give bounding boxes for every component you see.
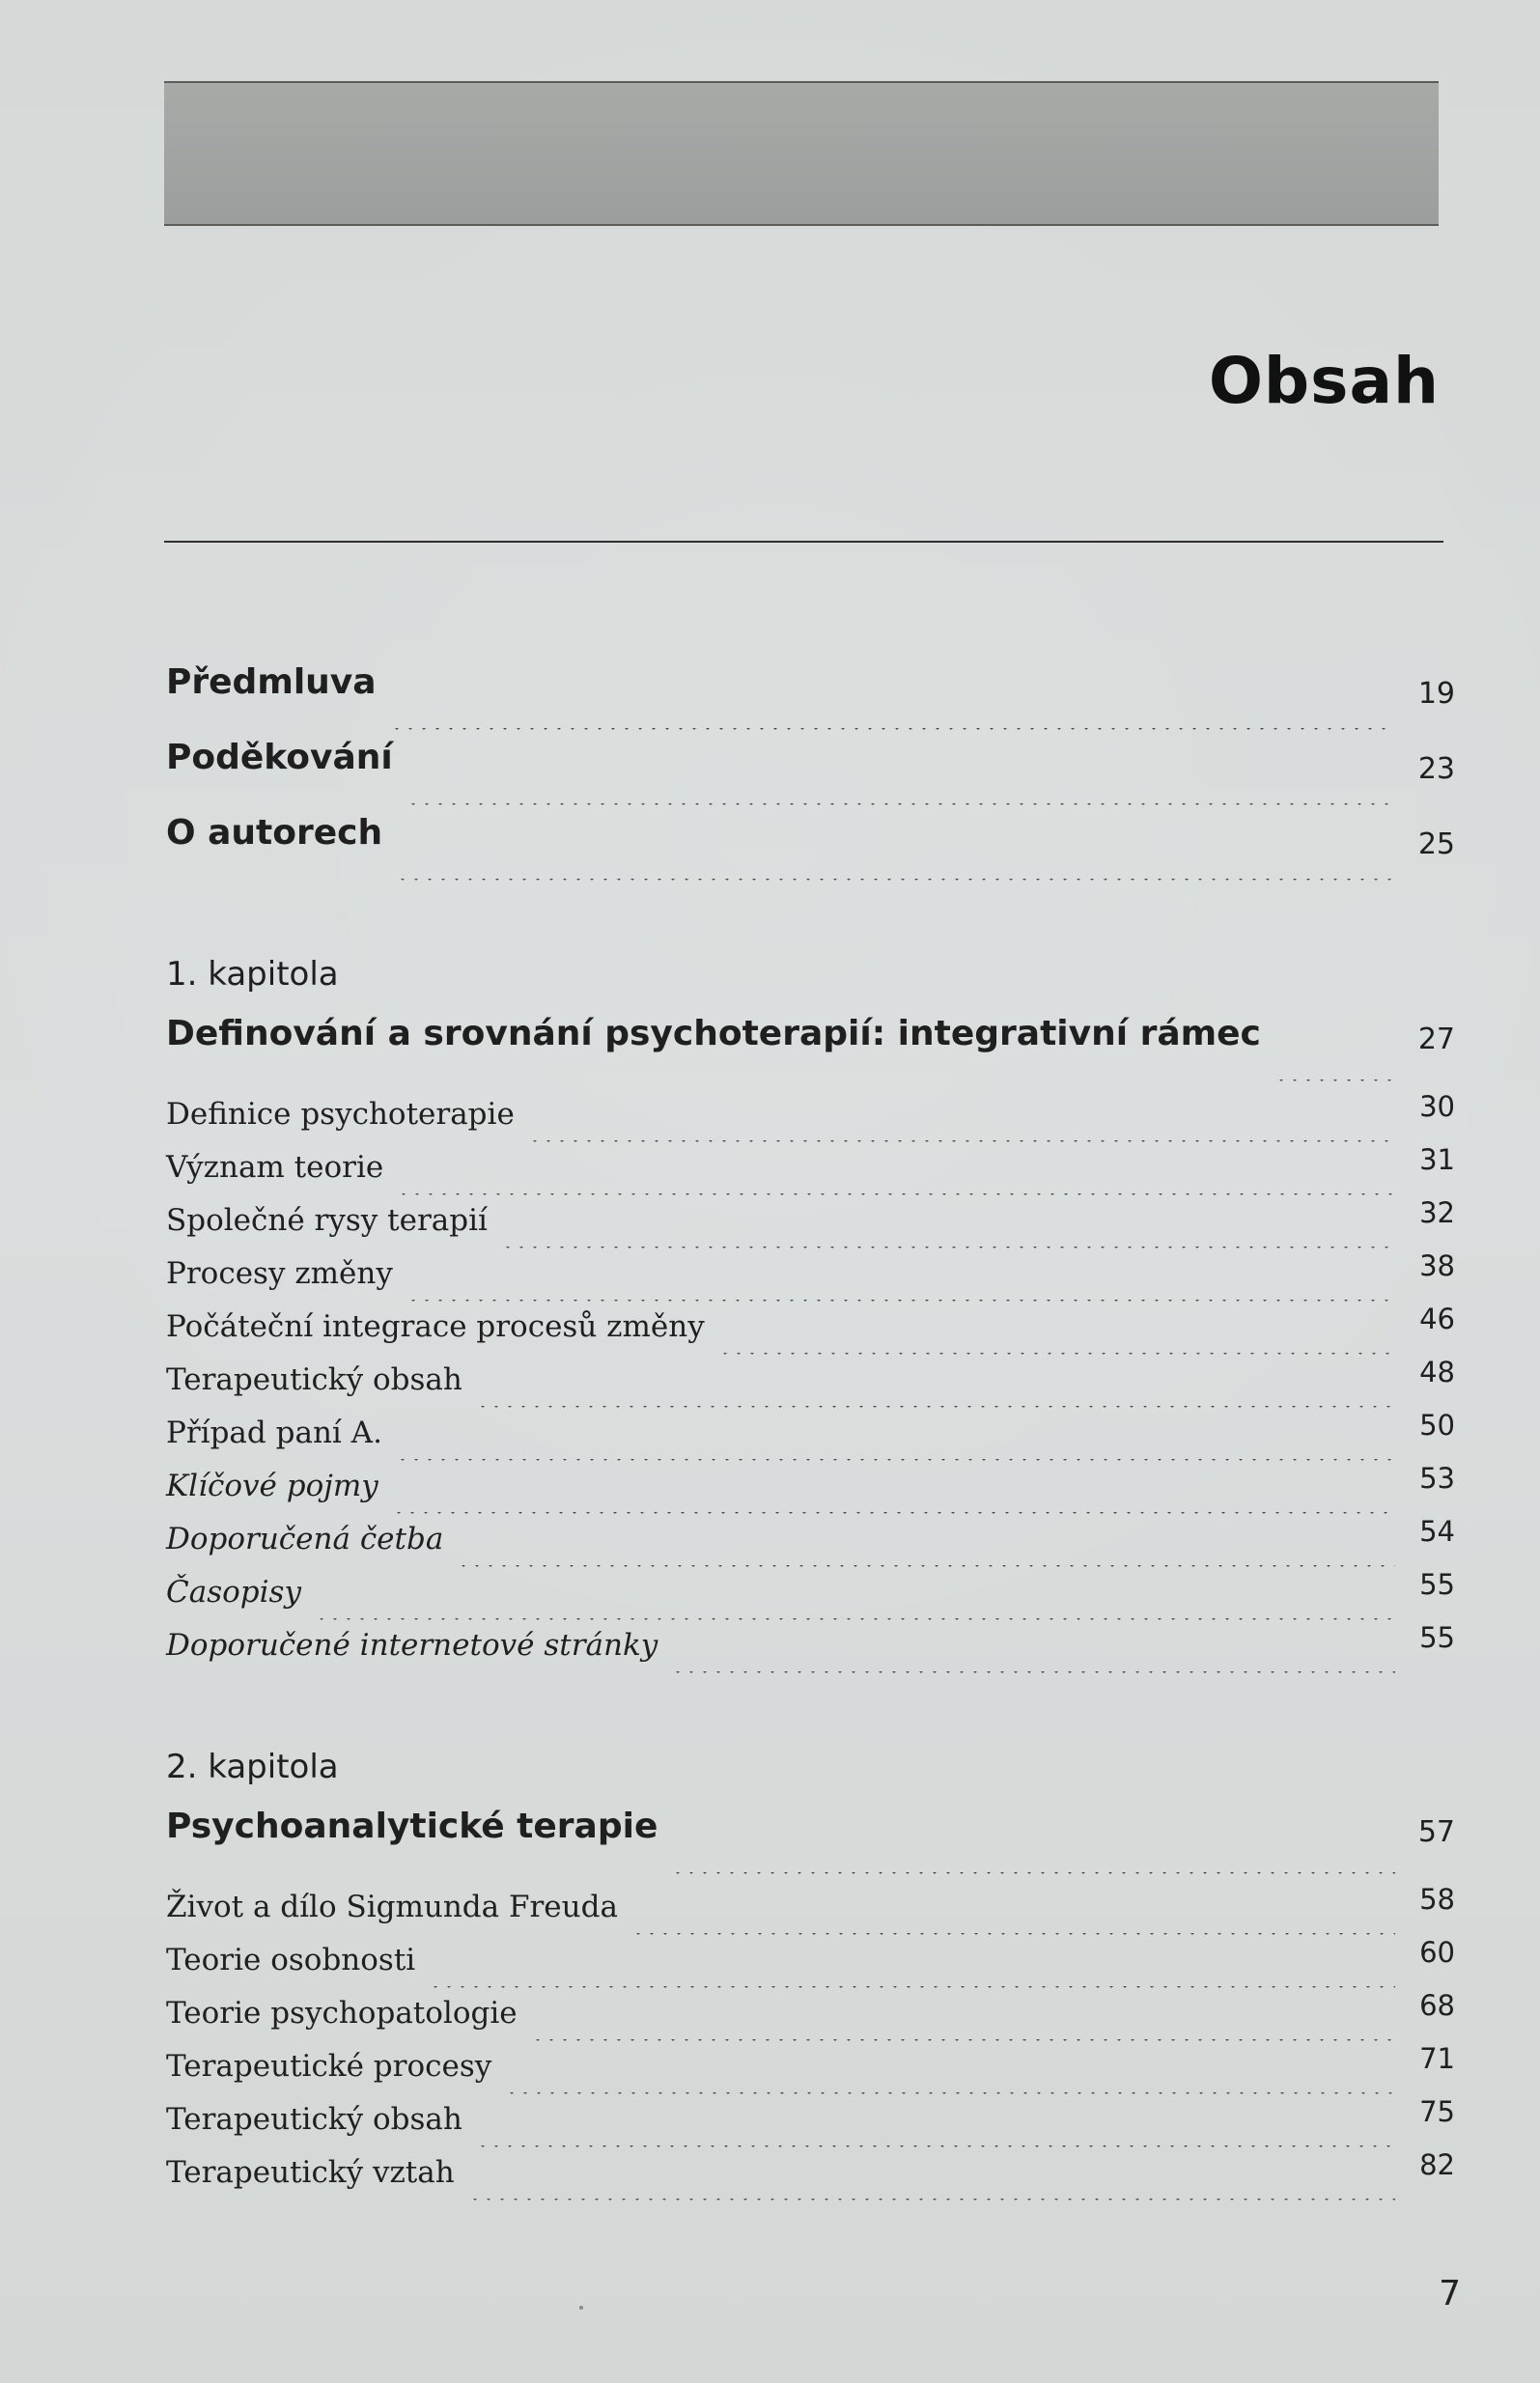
toc-entry [166,1621,1455,1681]
toc-entry-label: Klíčové pojmy [166,1469,378,1503]
dot-leader [396,1459,1395,1461]
dot-leader [476,1406,1395,1408]
toc-entry-label: Terapeutický obsah [166,1362,462,1397]
chapter-title: Definování a srovnání psychoterapií: integrativní rámec [166,1014,1261,1053]
toc-entry [166,1356,1455,1416]
chapter-title: Psychoanalytické terapie [166,1807,658,1846]
dot-leader [528,1140,1395,1142]
toc-entry-page: 60 [1419,1936,1455,1969]
toc-entry-label: Teorie psychopatologie [166,1996,518,2031]
dot-leader [406,803,1395,805]
toc-entry-label: Život a dílo Sigmunda Freuda [166,1890,618,1924]
chapter-title-row [166,1014,1455,1089]
toc-entry [166,2042,1455,2102]
page-number: 7 [1439,2274,1461,2313]
chapter-page: 27 [1417,1023,1455,1056]
toc-front-row [166,813,1455,888]
toc-entry [166,1303,1455,1362]
table-of-contents [166,662,1455,2208]
toc-entry-label: Význam teorie [166,1150,384,1185]
toc-entry-page: 50 [1419,1409,1455,1442]
dot-leader [1274,1079,1395,1081]
toc-entry-page: 32 [1419,1196,1455,1229]
dot-leader [476,2145,1395,2147]
dot-leader [505,2092,1395,2094]
toc-entry-page: 82 [1419,2148,1455,2181]
toc-front-row [166,738,1455,813]
toc-front-label: Poděkování [166,738,393,777]
dot-leader [468,2199,1395,2201]
toc-entry-label: Terapeutický obsah [166,2102,462,2137]
dot-leader [531,2039,1395,2041]
toc-entry-label: Společné rysy terapií [166,1203,488,1238]
toc-front-page: 23 [1417,752,1455,786]
toc-entry [166,1568,1455,1628]
toc-entry [166,1515,1455,1575]
chapter-1-entries [166,1090,1455,1681]
toc-entry [166,1249,1455,1309]
toc-entry [166,1409,1455,1469]
dot-leader [390,728,1395,730]
dot-leader [315,1618,1395,1620]
toc-front-label: O autorech [166,813,383,853]
dot-leader [631,1933,1395,1935]
chapter-label: 1. kapitola [166,955,339,994]
toc-front-page: 25 [1417,827,1455,861]
toc-entry [166,1196,1455,1256]
page-title: Obsah [1208,344,1440,418]
toc-entry-label: Doporučená četba [166,1522,444,1556]
toc-entry-page: 55 [1419,1568,1455,1601]
dot-leader [718,1353,1395,1355]
toc-entry-page: 53 [1419,1462,1455,1495]
toc-entry [166,1883,1455,1943]
toc-entry-page: 30 [1419,1090,1455,1123]
toc-entry-page: 58 [1419,1883,1455,1916]
toc-entry [166,2148,1455,2208]
toc-entry-page: 46 [1419,1303,1455,1335]
toc-front-row [166,662,1455,738]
toc-front-page: 19 [1417,677,1455,711]
toc-entry [166,1143,1455,1203]
chapter-page: 57 [1417,1815,1455,1849]
toc-entry-label: Terapeutické procesy [166,2049,492,2084]
header-bar [164,81,1439,226]
toc-entry [166,1462,1455,1522]
toc-entry-page: 75 [1419,2095,1455,2128]
toc-entry-page: 38 [1419,1249,1455,1282]
toc-entry-label: Případ paní A. [166,1416,382,1450]
dot-leader [396,879,1395,881]
toc-entry [166,1989,1455,2049]
chapter-title-row [166,1807,1455,1882]
dot-leader [671,1872,1395,1874]
toc-entry-label: Počáteční integrace procesů změny [166,1309,705,1344]
dot-leader [457,1565,1395,1567]
toc-entry-label: Doporučené internetové stránky [166,1628,658,1663]
dot-leader [429,1986,1395,1988]
title-rule [164,541,1443,543]
dot-leader [501,1247,1395,1248]
toc-entry-page: 31 [1419,1143,1455,1176]
toc-entry-page: 55 [1419,1621,1455,1654]
toc-entry-label: Definice psychoterapie [166,1097,515,1132]
toc-entry [166,1090,1455,1150]
toc-entry-label: Časopisy [166,1575,301,1610]
toc-entry-page: 68 [1419,1989,1455,2022]
toc-entry-page: 48 [1419,1356,1455,1388]
toc-entry-label: Terapeutický vztah [166,2155,455,2190]
toc-entry-label: Procesy změny [166,1256,393,1291]
dot-leader [671,1671,1395,1673]
toc-entry-label: Teorie osobnosti [166,1943,416,1977]
printing-mark [579,2306,583,2310]
chapter-2-entries [166,1883,1455,2208]
chapter-label: 2. kapitola [166,1748,339,1786]
toc-entry-page: 71 [1419,2042,1455,2075]
toc-entry [166,1936,1455,1996]
dot-leader [392,1512,1395,1514]
toc-entry-page: 54 [1419,1515,1455,1548]
toc-entry [166,2095,1455,2155]
dot-leader [397,1193,1395,1195]
dot-leader [406,1300,1395,1302]
toc-front-label: Předmluva [166,662,377,702]
